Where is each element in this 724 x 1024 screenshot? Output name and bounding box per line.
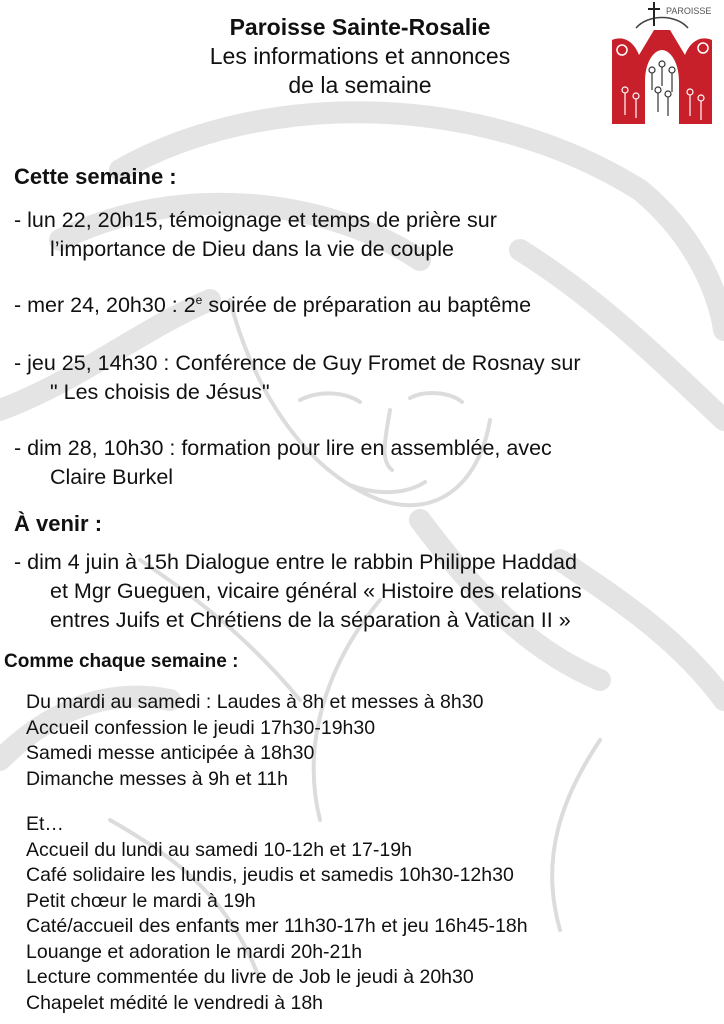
activity-item: Chapelet médité le vendredi à 18h xyxy=(26,991,324,1014)
event-item xyxy=(14,349,714,407)
logo-text: PAROISSE xyxy=(666,6,712,16)
upcoming-line-continued: et Mgr Gueguen, vicaire général « Histoire des relations xyxy=(50,579,582,603)
schedule-item: Samedi messe anticipée à 18h30 xyxy=(26,742,315,764)
subtitle-line-2: de la semaine xyxy=(288,72,432,98)
event-item xyxy=(14,206,714,264)
event-line-continued: Claire Burkel xyxy=(50,465,174,489)
parish-logo-icon xyxy=(600,0,724,124)
schedule-item: Accueil confession le jeudi 17h30-19h30 xyxy=(26,716,376,739)
activity-item: Lecture commentée du livre de Job le jeudi à 20h30 xyxy=(26,966,474,988)
weekly-activities-list xyxy=(26,812,716,1016)
event-item xyxy=(14,434,714,492)
et-label: Et… xyxy=(26,813,64,835)
upcoming-event xyxy=(14,548,714,635)
activity-item: Petit chœur le mardi à 19h xyxy=(26,889,256,912)
event-line: - dim 28, 10h30 : formation pour lire en assemblée, avec xyxy=(14,436,552,460)
activity-item: Louange et adoration le mardi 20h-21h xyxy=(26,940,363,963)
event-line-suffix: soirée de préparation au baptême xyxy=(202,293,532,317)
activity-item: Accueil du lundi au samedi 10-12h et 17-19h xyxy=(26,838,412,861)
subtitle-line-1: Les informations et annonces xyxy=(209,43,511,69)
event-line: - jeu 25, 14h30 : Conférence de Guy Fromet de Rosnay sur xyxy=(14,351,581,375)
event-line-continued: " Les choisis de Jésus" xyxy=(50,380,270,404)
weekly-heading: Comme chaque semaine : xyxy=(4,651,239,672)
parish-title: Paroisse Sainte-Rosalie xyxy=(229,14,491,40)
page-header xyxy=(150,12,570,100)
event-item xyxy=(14,291,714,320)
schedule-item: Du mardi au samedi : Laudes à 8h et messes à 8h30 xyxy=(26,691,484,713)
schedule-item: Dimanche messes à 9h et 11h xyxy=(26,767,288,790)
this-week-heading: Cette semaine : xyxy=(14,164,177,189)
event-line: - lun 22, 20h15, témoignage et temps de prière sur xyxy=(14,208,497,232)
event-line-continued: l’importance de Dieu dans la vie de couple xyxy=(50,237,454,261)
upcoming-line: - dim 4 juin à 15h Dialogue entre le rabbin Philippe Haddad xyxy=(14,550,577,574)
weekly-schedule-list xyxy=(26,690,716,792)
event-superscript: e xyxy=(195,292,203,307)
activity-item: Café solidaire les lundis, jeudis et samedis 10h30-12h30 xyxy=(26,864,514,886)
upcoming-line-continued: entres Juifs et Chrétiens de la séparation à Vatican II » xyxy=(50,608,571,632)
activity-item: Caté/accueil des enfants mer 11h30-17h et jeu 16h45-18h xyxy=(26,915,528,937)
upcoming-heading: À venir : xyxy=(14,511,103,536)
event-line-prefix: - mer 24, 20h30 : 2 xyxy=(14,293,196,317)
